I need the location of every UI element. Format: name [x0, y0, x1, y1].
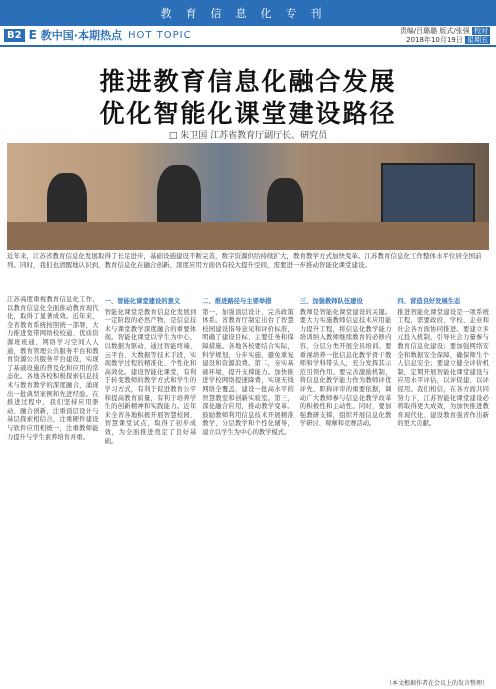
issue-meta [400, 27, 490, 45]
article-column-1 [7, 296, 99, 678]
smart-board-icon [381, 163, 475, 227]
newspaper-banner [0, 0, 496, 26]
article-column-5 [397, 296, 489, 678]
footer-note: （本文根据作者在会议上的发言整理） [385, 680, 488, 687]
classroom-photo [7, 143, 489, 250]
column-heading: 一、智能化课堂建设的意义 [104, 298, 181, 305]
hot-topic-label: HOT TOPIC [127, 29, 192, 41]
article-column-3 [202, 296, 294, 678]
column-text: 教师是智能化课堂建设的关键。要大力实施教师信息技术应用能力提升工程，将信息化教学能力培训纳入教师继续教育的必修内容，分层分类开展全员培训。要重视培养一批信息化教学骨干教师和学科带头人，充分发挥其示范引领作用。要完善激励机制，将信息化教学能力作为教师评优评先、职称评审的重要依据，调动广大教师参与信息化教学改革的积极性和主动性。同时，要加强教研支撑，组织开展信息化教学研讨、观摩和竞赛活动。 [299, 308, 392, 428]
article-title-line2: 优化智能化课堂建设路径 [99, 99, 397, 128]
article-byline: □ 朱卫国 江苏省教育厅副厅长、研究员 [168, 131, 328, 141]
column-text: 第一，加强顶层设计，完善政策体系。省教育厅制定出台了智慧校园建设指导意见和评价标准，明确了建设目标、主要任务和保障措施。各地各校要结合实际，科学规划，分步实施，避免重复建设和资源浪费。第二，夯实基础环境，提升支撑能力。加快推进学校网络提速降费，实现无线网络全覆盖，建设一批高水平的智慧教室和创新实验室。第三，深化融合应用，推动教学变革。鼓励教师利用信息技术开展精准教学、分层教学和个性化辅导，建立以学生为中心的教学模式。 [202, 308, 294, 436]
column-text: 推进智能化课堂建设是一项系统工程，需要政府、学校、企业和社会各方面协同推进。要建立多元投入机制，引导社会力量参与教育信息化建设；要加强网络安全和数据安全保障，确保师生个人信息安全；要建立健全评价机制，定期开展智能化课堂建设与应用水平评估，以评促建、以评促用。我们相信，在各方面共同努力下，江苏智能化课堂建设必将取得更大成效，为加快推进教育现代化、建设教育强省作出新的更大贡献。 [397, 308, 489, 428]
issue-date: 2018年10月19日 [406, 36, 463, 44]
article-column-4 [300, 296, 392, 678]
page-tag: B2 [4, 29, 25, 42]
desk-shape [7, 222, 489, 250]
designer-credit: 版式/张强 [439, 27, 470, 35]
column-text: 江苏高度重视教育信息化工作，以教育信息化全面推动教育现代化，取得了显著成效。近年来，全省教育系统按照统一部署，大力推进宽带网络校校通、优质资源班班通、网络学习空间人人通，教育管理公共服务平台和教育资源公共服务平台建设，实现了基础设施的普及化和应用的常态化。各地各校积极探索信息技术与教育教学的深度融合，涌现出一批典型案例和先进经验。在推进过程中，我们坚持应用驱动、融合创新，注重顶层设计与基层探索相结合，注重硬件建设与软件应用相统一，注重教师能力提升与学生素养培育并重。 [7, 296, 99, 441]
issue-weekday: 星期五 [467, 36, 488, 44]
column-heading: 二、推进路径与主要举措 [202, 298, 272, 305]
section-letter: E [28, 28, 37, 42]
proof-label: 校对 [474, 27, 488, 35]
article-column-2 [105, 296, 197, 678]
editor-credit: 责编/吕璐璐 [399, 27, 438, 35]
photo-caption: 近年来，江苏省教育信息化发展取得了长足进步，基础设施建设不断完善，数字资源供给持续扩大，教育教学方式加快变革。江苏教育信息化工作整体水平位居全国前列。同时，我们也清醒地认识到，教育信息化在融合创新、深度应用方面仍有较大提升空间，需要进一步推动智能化课堂建设。 [7, 252, 482, 269]
column-heading: 四、营造良好发展生态 [397, 298, 461, 305]
section-title: 教中国·本期热点 [40, 29, 122, 42]
column-heading: 三、加强教师队伍建设 [299, 298, 363, 305]
article-title-line1: 推进教育信息化融合发展 [99, 67, 397, 96]
banner-text: 教育信息化专刊 [160, 7, 336, 20]
article-body [7, 296, 489, 678]
header-rule [0, 45, 496, 47]
column-text: 智能化课堂是教育信息化发展到一定阶段的必然产物，是信息技术与课堂教学深度融合的重要体现。智能化课堂以学生为中心，以数据为驱动，通过智能终端、云平台、大数据等技术手段，实现教学过程的精准化、个性化和高效化。建设智能化课堂，有利于转变教师的教学方式和学生的学习方式，有利于促进教育公平和提高教育质量，有利于培养学生的创新精神和实践能力。近年来全省各地积极开展智慧校园、智慧课堂试点，取得了初步成效，为全面推进奠定了良好基础。 [104, 308, 197, 445]
